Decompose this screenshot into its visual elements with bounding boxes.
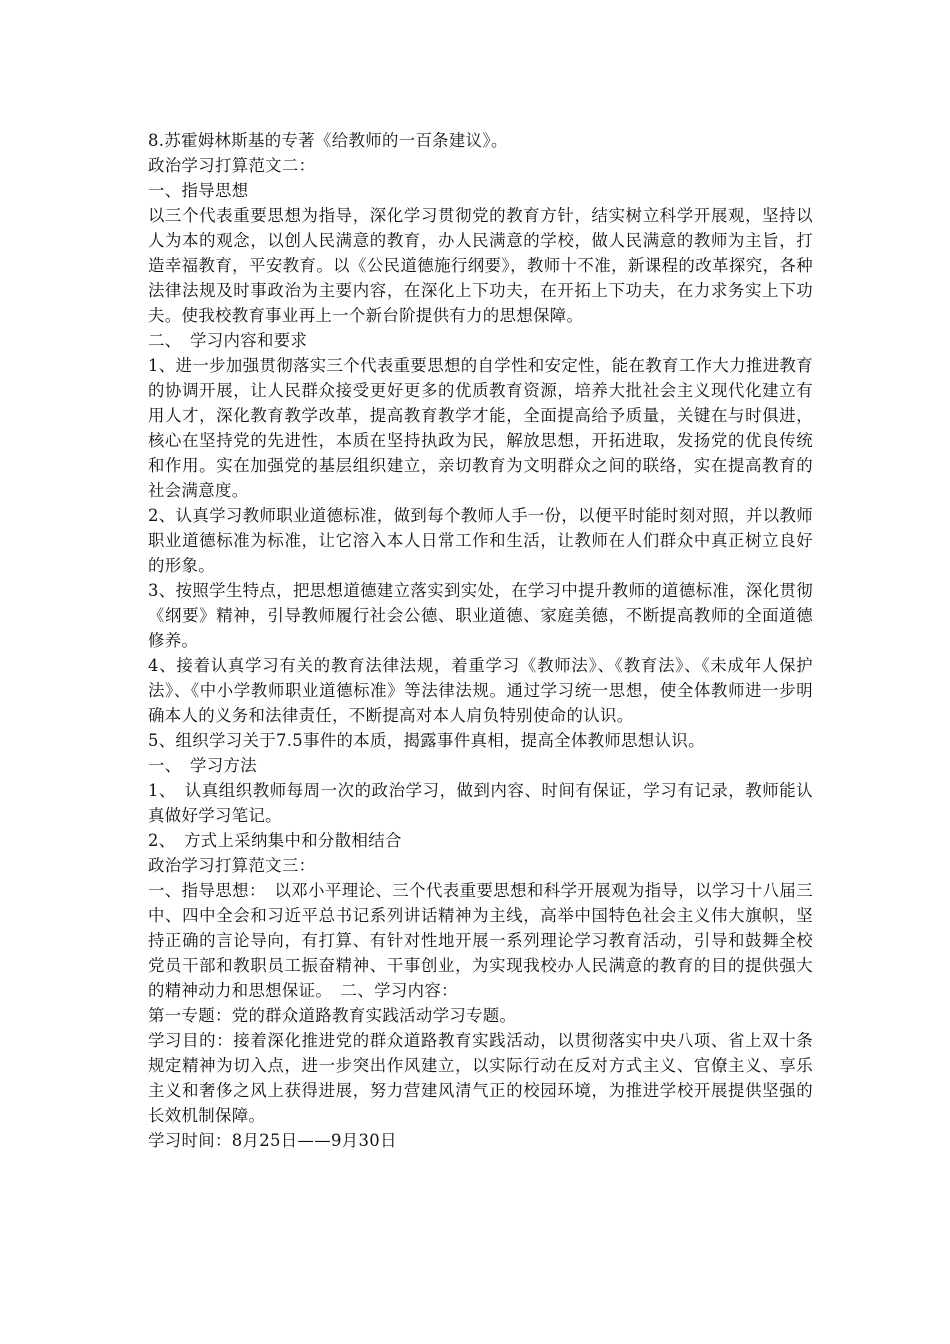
heading-study-method: 一、 学习方法 [148, 756, 257, 775]
paragraph-guiding-thought: 以三个代表重要思想为指导，深化学习贯彻党的教育方针，结实树立科学开展观，坚持以人为本的观念，以创人民满意的教育，办人民满意的学校，做人民满意的教师为主旨，打造幸福教育，平安教育。以《公民道德施行纲要》，教师十不准，新课程的改革探究，各种法律法规及时事政治为主要内容，在深化上下功夫，在开拓上下功夫，在力求务实上下功夫。使我校教育事业再上一个新台阶提供有力的思想保障。 [148, 206, 813, 325]
heading-sample-three: 政治学习打算范文三： [148, 856, 316, 875]
paragraph-guiding-thought-three: 一、指导思想： 以邓小平理论、三个代表重要思想和科学开展观为指导，以学习十八届三中、四中全会和习近平总书记系列讲话精神为主线，高举中国特色社会主义伟大旗帜，坚持正确的言论导向，有打算、有针对性地开展一系列理论学习教育活动，引导和鼓舞全校党员干部和教职员工振奋精神、干事创业，为实现我校办人民满意的教育的目的提供强大的精神动力和思想保证。 二、学习内容： [148, 881, 813, 1000]
heading-sample-two: 政治学习打算范文二： [148, 156, 316, 175]
paragraph-study-time: 学习时间：8月25日——9月30日 [148, 1131, 397, 1150]
paragraph-item-2: 2、认真学习教师职业道德标准，做到每个教师人手一份，以便平时能时刻对照，并以教师职业道德标准为标准，让它溶入本人日常工作和生活，让教师在人们群众中真正树立良好的形象。 [148, 506, 813, 575]
paragraph-item-1: 1、进一步加强贯彻落实三个代表重要思想的自学性和安定性，能在教育工作大力推进教育的协调开展，让人民群众接受更好更多的优质教育资源，培养大批社会主义现代化建立有用人才，深化教育教学改革，提高教育教学才能，全面提高给予质量，关键在与时俱进，核心在坚持党的先进性，本质在坚持执政为民，解放思想，开拓进取，发扬党的优良传统和作用。实在加强党的基层组织建立，亲切教育为文明群众之间的联络，实在提高教育的社会满意度。 [148, 356, 813, 500]
paragraph-item-4: 4、接着认真学习有关的教育法律法规，着重学习《教师法》、《教育法》、《未成年人保护法》、《中小学教师职业道德标准》等法律法规。通过学习统一思想，使全体教师进一步明确本人的义务和法律责任，不断提高对本人肩负特别使命的认识。 [148, 656, 813, 725]
paragraph-topic-one: 第一专题：党的群众道路教育实践活动学习专题。 [148, 1006, 517, 1025]
paragraph-item-3: 3、按照学生特点，把思想道德建立落实到实处，在学习中提升教师的道德标准，深化贯彻《纲要》精神，引导教师履行社会公德、职业道德、家庭美德，不断提高教师的全面道德修养。 [148, 581, 813, 650]
paragraph-method-1: 1、 认真组织教师每周一次的政治学习，做到内容、时间有保证，学习有记录，教师能认真做好学习笔记。 [148, 781, 813, 825]
paragraph-method-2: 2、 方式上采纳集中和分散相结合 [148, 831, 402, 850]
paragraph-study-purpose: 学习目的：接着深化推进党的群众道路教育实践活动，以贯彻落实中央八项、省上双十条规定精神为切入点，进一步突出作风建立，以实际行动在反对方式主义、官僚主义、享乐主义和奢侈之风上获得进展，努力营建风清气正的校园环境，为推进学校开展提供坚强的长效机制保障。 [148, 1031, 813, 1125]
heading-content-requirements: 二、 学习内容和要求 [148, 331, 308, 350]
paragraph-reference-book: 8.苏霍姆林斯基的专著《给教师的一百条建议》。 [148, 131, 508, 150]
document-body [148, 128, 813, 1153]
paragraph-item-5: 5、组织学习关于7.5事件的本质，揭露事件真相，提高全体教师思想认识。 [148, 731, 705, 750]
heading-guiding-thought: 一、指导思想 [148, 181, 249, 200]
